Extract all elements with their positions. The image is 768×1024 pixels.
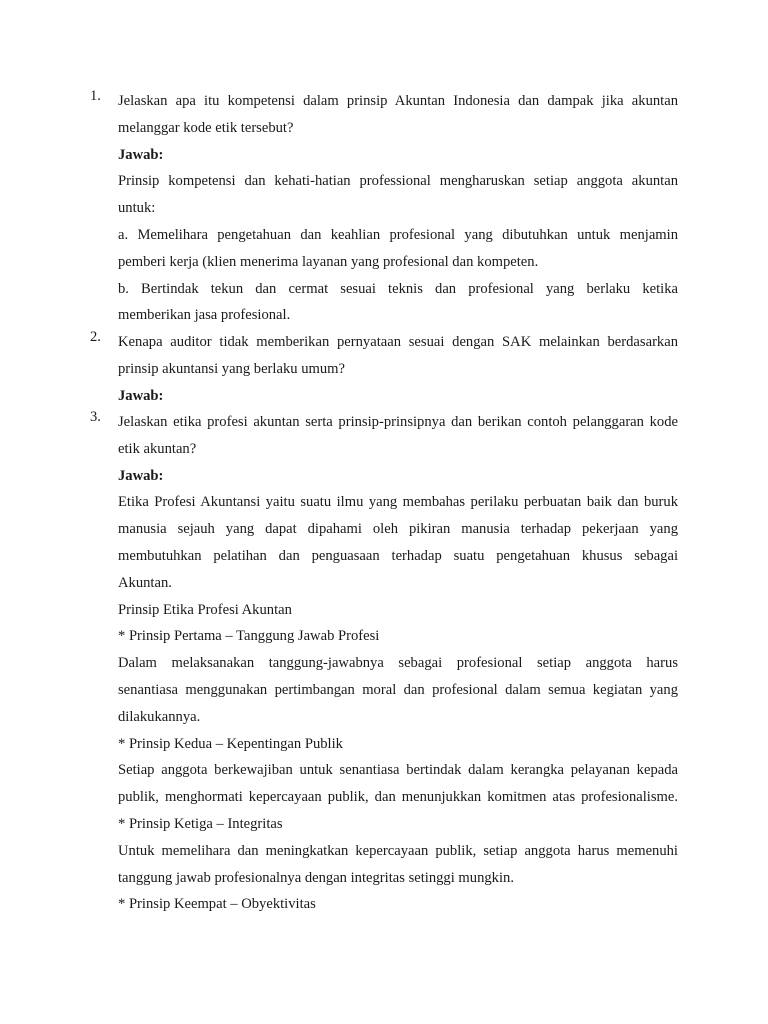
answer-text: a. Memelihara pengetahuan dan keahlian profesional yang dibutuhkan untuk menjamin bbox=[118, 226, 678, 243]
answer-label: Jawab: bbox=[118, 387, 164, 404]
answer-text: Akuntan. bbox=[118, 574, 172, 591]
question-text: prinsip akuntansi yang berlaku umum? bbox=[118, 360, 345, 377]
principle-heading: * Prinsip Keempat – Obyektivitas bbox=[118, 896, 316, 913]
answer-text: untuk: bbox=[118, 200, 156, 217]
answer-text: pemberi kerja (klien menerima layanan yang profesional dan kompeten. bbox=[118, 253, 539, 270]
question-text: etik akuntan? bbox=[118, 440, 197, 457]
answer-text: Dalam melaksanakan tanggung-jawabnya sebagai profesional setiap anggota harus bbox=[118, 655, 678, 672]
answer-text: membutuhkan pelatihan dan penguasaan terhadap suatu pengetahuan khusus sebagai bbox=[118, 547, 678, 564]
answer-text: Prinsip kompetensi dan kehati-hatian professional mengharuskan setiap anggota akuntan bbox=[118, 173, 678, 190]
question-number: 1. bbox=[90, 88, 101, 104]
answer-text: b. Bertindak tekun dan cermat sesuai teknis dan profesional yang berlaku ketika bbox=[118, 280, 678, 297]
answer-text: Etika Profesi Akuntansi yaitu suatu ilmu yang membahas perilaku perbuatan baik dan buruk bbox=[118, 494, 678, 511]
question-text: Jelaskan apa itu kompetensi dalam prinsip Akuntan Indonesia dan dampak jika akuntan bbox=[118, 93, 678, 109]
question-text: Jelaskan etika profesi akuntan serta prinsip-prinsipnya dan berikan contoh pelanggaran kode bbox=[118, 414, 678, 430]
answer-text: Untuk memelihara dan meningkatkan kepercayaan publik, setiap anggota harus memenuhi bbox=[118, 842, 678, 859]
answer-text: Setiap anggota berkewajiban untuk senantiasa bertindak dalam kerangka pelayanan kepada bbox=[118, 762, 678, 779]
answer-text: dilakukannya. bbox=[118, 708, 201, 725]
question-text: melanggar kode etik tersebut? bbox=[118, 119, 294, 136]
answer-text: publik, menghormati kepercayaan publik, dan menunjukkan komitmen atas profesionalisme. bbox=[118, 789, 678, 806]
question-number: 2. bbox=[90, 329, 101, 345]
answer-text: manusia sejauh yang dapat dipahami oleh pikiran manusia terhadap pekerjaan yang bbox=[118, 521, 678, 538]
question-text: Kenapa auditor tidak memberikan pernyataan sesuai dengan SAK melainkan berdasarkan bbox=[118, 334, 678, 350]
question-number: 3. bbox=[90, 409, 101, 425]
question-2-block bbox=[118, 329, 678, 409]
principle-heading: * Prinsip Pertama – Tanggung Jawab Profesi bbox=[118, 628, 380, 645]
section-heading: Prinsip Etika Profesi Akuntan bbox=[118, 601, 292, 618]
answer-text: tanggung jawab profesionalnya dengan integritas setinggi mungkin. bbox=[118, 869, 514, 886]
principle-heading: * Prinsip Ketiga – Integritas bbox=[118, 815, 283, 832]
answer-text: memberikan jasa profesional. bbox=[118, 307, 291, 324]
question-1-block bbox=[118, 88, 678, 329]
answer-label: Jawab: bbox=[118, 146, 164, 163]
principle-heading: * Prinsip Kedua – Kepentingan Publik bbox=[118, 735, 343, 752]
answer-text: senantiasa menggunakan pertimbangan moral dan profesional dalam semua kegiatan yang bbox=[118, 681, 678, 698]
answer-label: Jawab: bbox=[118, 467, 164, 484]
question-3-block bbox=[118, 409, 678, 918]
